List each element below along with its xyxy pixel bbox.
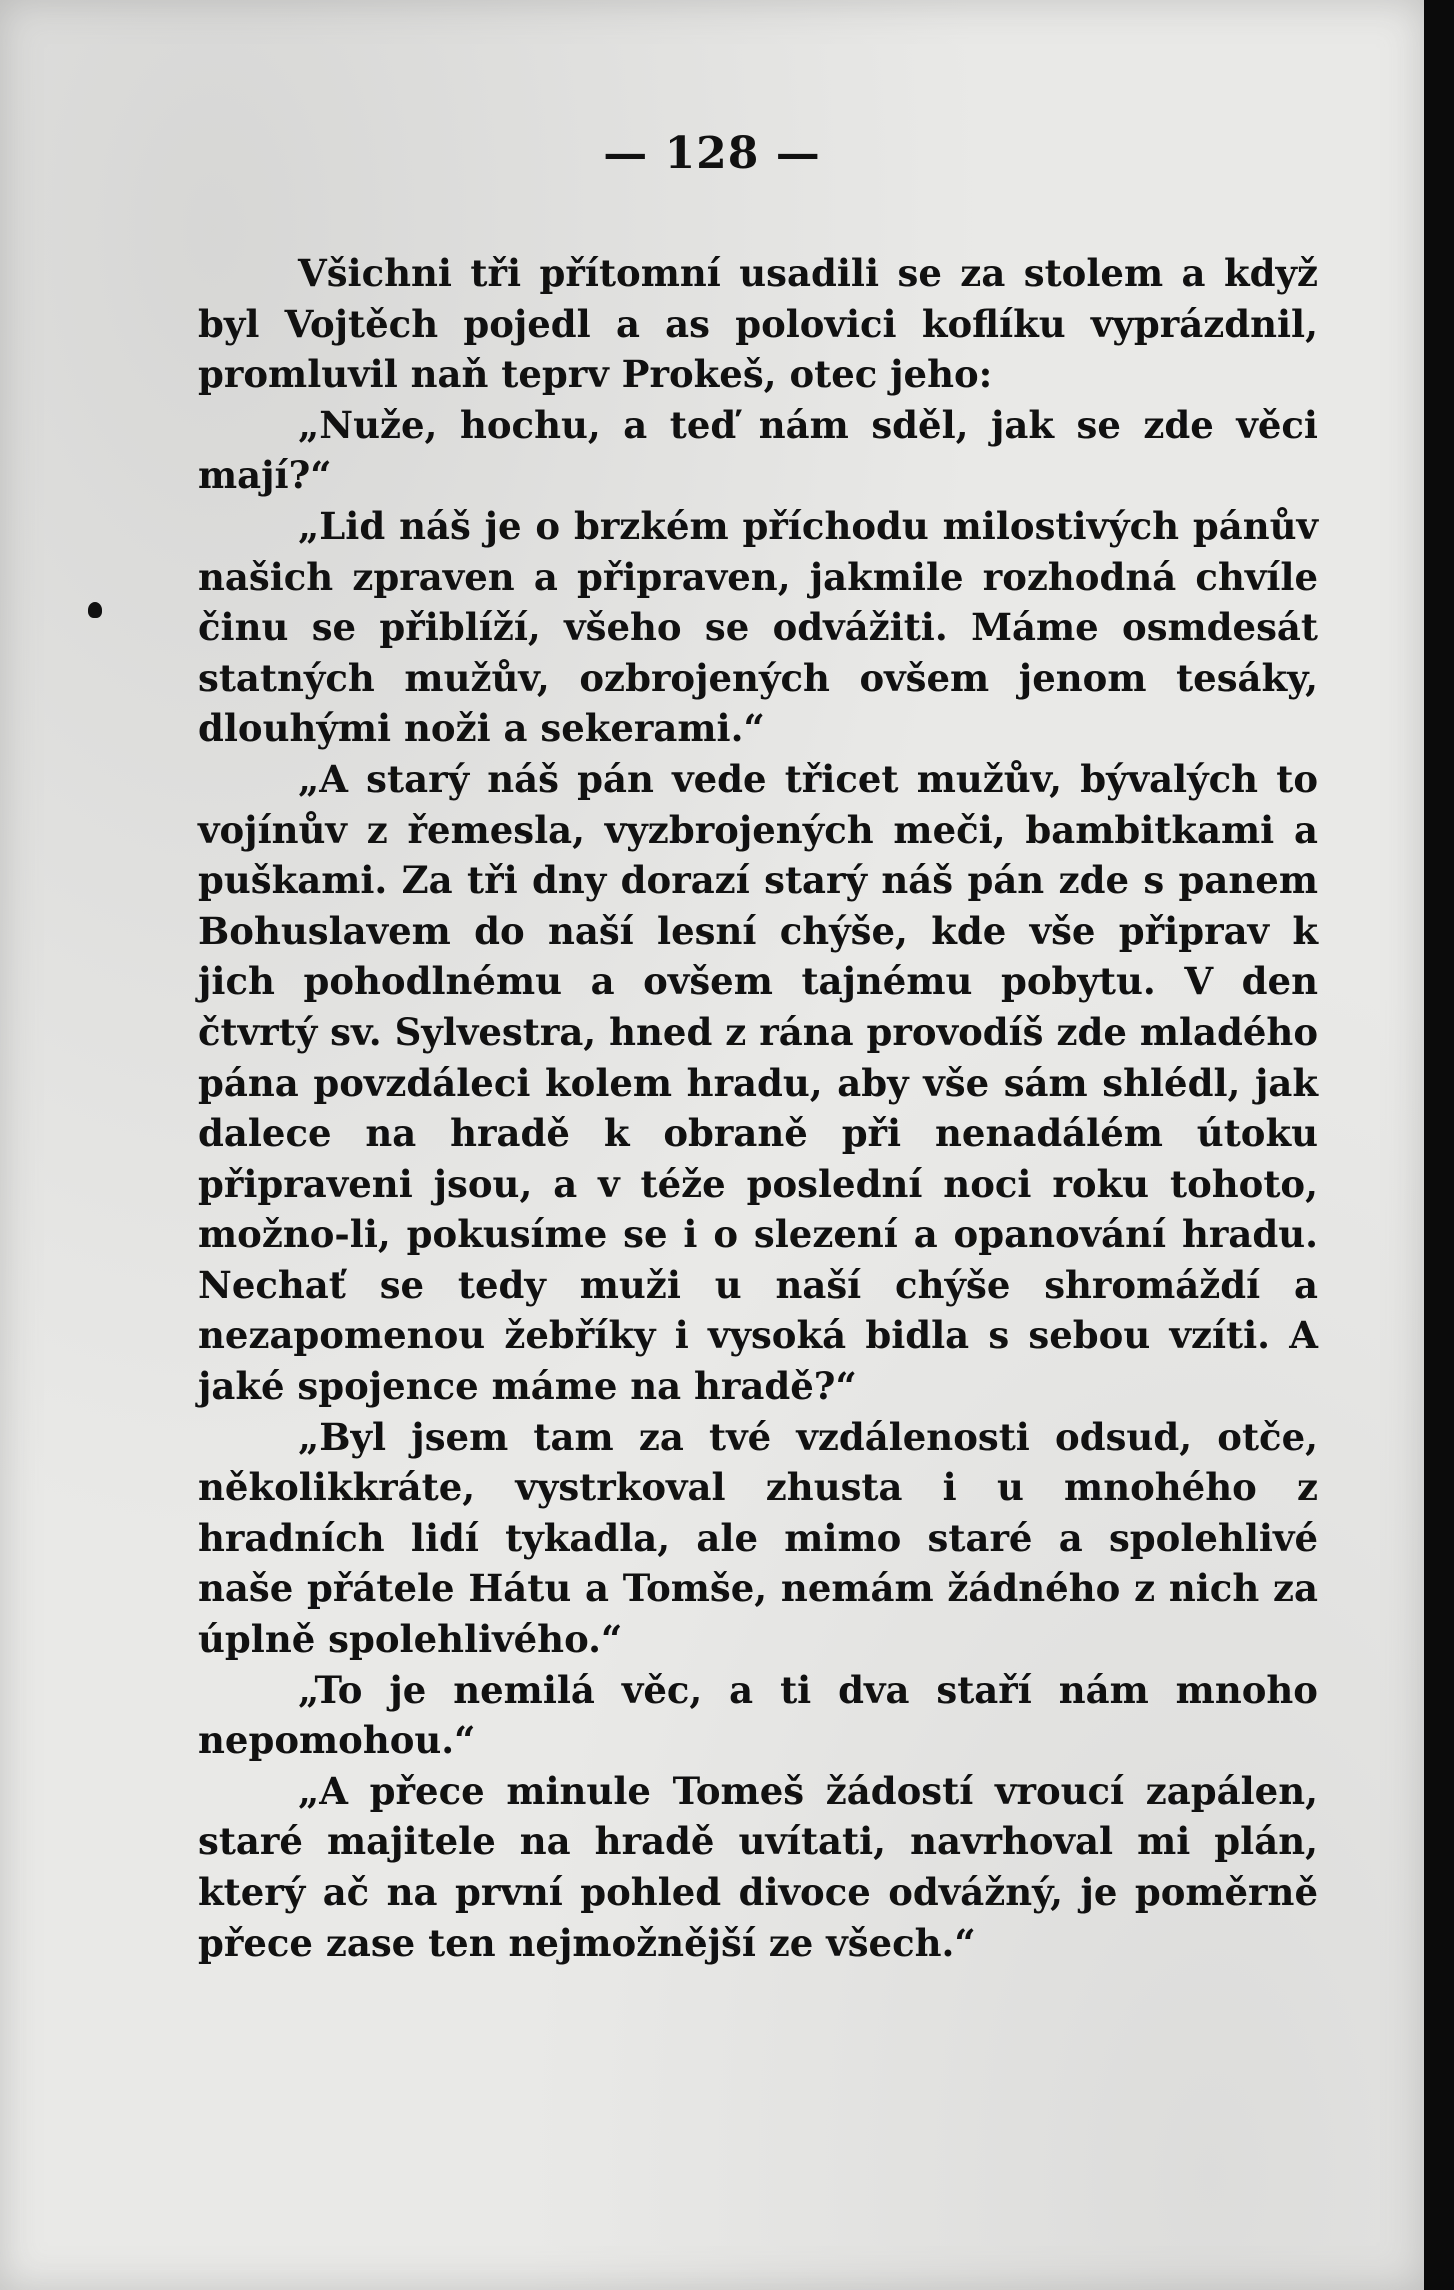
paragraph: „Lid náš je o brzkém příchodu milostivých pánův našich zpraven a připraven, jakmile rozhodná chvíle činu se přiblíží, všeho se odvážiti. Máme osmdesát statných mužův, ozbrojených ovšem jenom tesáky, dlouhými noži a sekerami.“ bbox=[198, 503, 1318, 751]
page-number: — 128 — bbox=[603, 128, 821, 179]
scan-edge bbox=[1424, 0, 1454, 2290]
text-body bbox=[198, 248, 1318, 1968]
paragraph: Všichni tři přítomní usadili se za stolem a když byl Vojtěch pojedl a as polovici koflíku vyprázdnil, promluvil naň teprv Prokeš, otec jeho: bbox=[198, 251, 1318, 397]
paragraph: „To je nemilá věc, a ti dva staří nám mnoho nepomohou.“ bbox=[198, 1667, 1318, 1763]
paragraph: „Nuže, hochu, a teď nám sděl, jak se zde věci mají?“ bbox=[198, 402, 1318, 498]
paragraph: „Byl jsem tam za tvé vzdálenosti odsud, otče, několikkráte, vystrkoval zhusta i u mnohého z hradních lidí tykadla, ale mimo staré a spolehlivé naše přátele Hátu a Tomše, nemám žádného z nich za úplně spolehlivého.“ bbox=[198, 1414, 1318, 1662]
paragraph: „A starý náš pán vede třicet mužův, bývalých to vojínův z řemesla, vyzbrojených meči, bambitkami a puškami. Za tři dny dorazí starý náš pán zde s panem Bohuslavem do naší lesní chýše, kde vše připrav k jich pohodlnému a ovšem tajnému pobytu. V den čtvrtý sv. Sylvestra, hned z rána provodíš zde mladého pána povzdáleci kolem hradu, aby vše sám shlédl, jak dalece na hradě k obraně při nenadálém útoku připraveni jsou, a v téže poslední noci roku tohoto, možno-li, pokusíme se i o slezení a opanování hradu. Nechať se tedy muži u naší chýše shromáždí a nezapomenou žebříky i vysoká bidla s sebou vzíti. A jaké spojence máme na hradě?“ bbox=[198, 756, 1318, 1409]
margin-ink-mark bbox=[88, 602, 102, 618]
paragraph: „A přece minule Tomeš žádostí vroucí zapálen, staré majitele na hradě uvítati, navrhoval mi plán, který ač na první pohled divoce odvážný, je poměrně přece zase ten nejmožnější ze všech.“ bbox=[198, 1768, 1318, 1965]
